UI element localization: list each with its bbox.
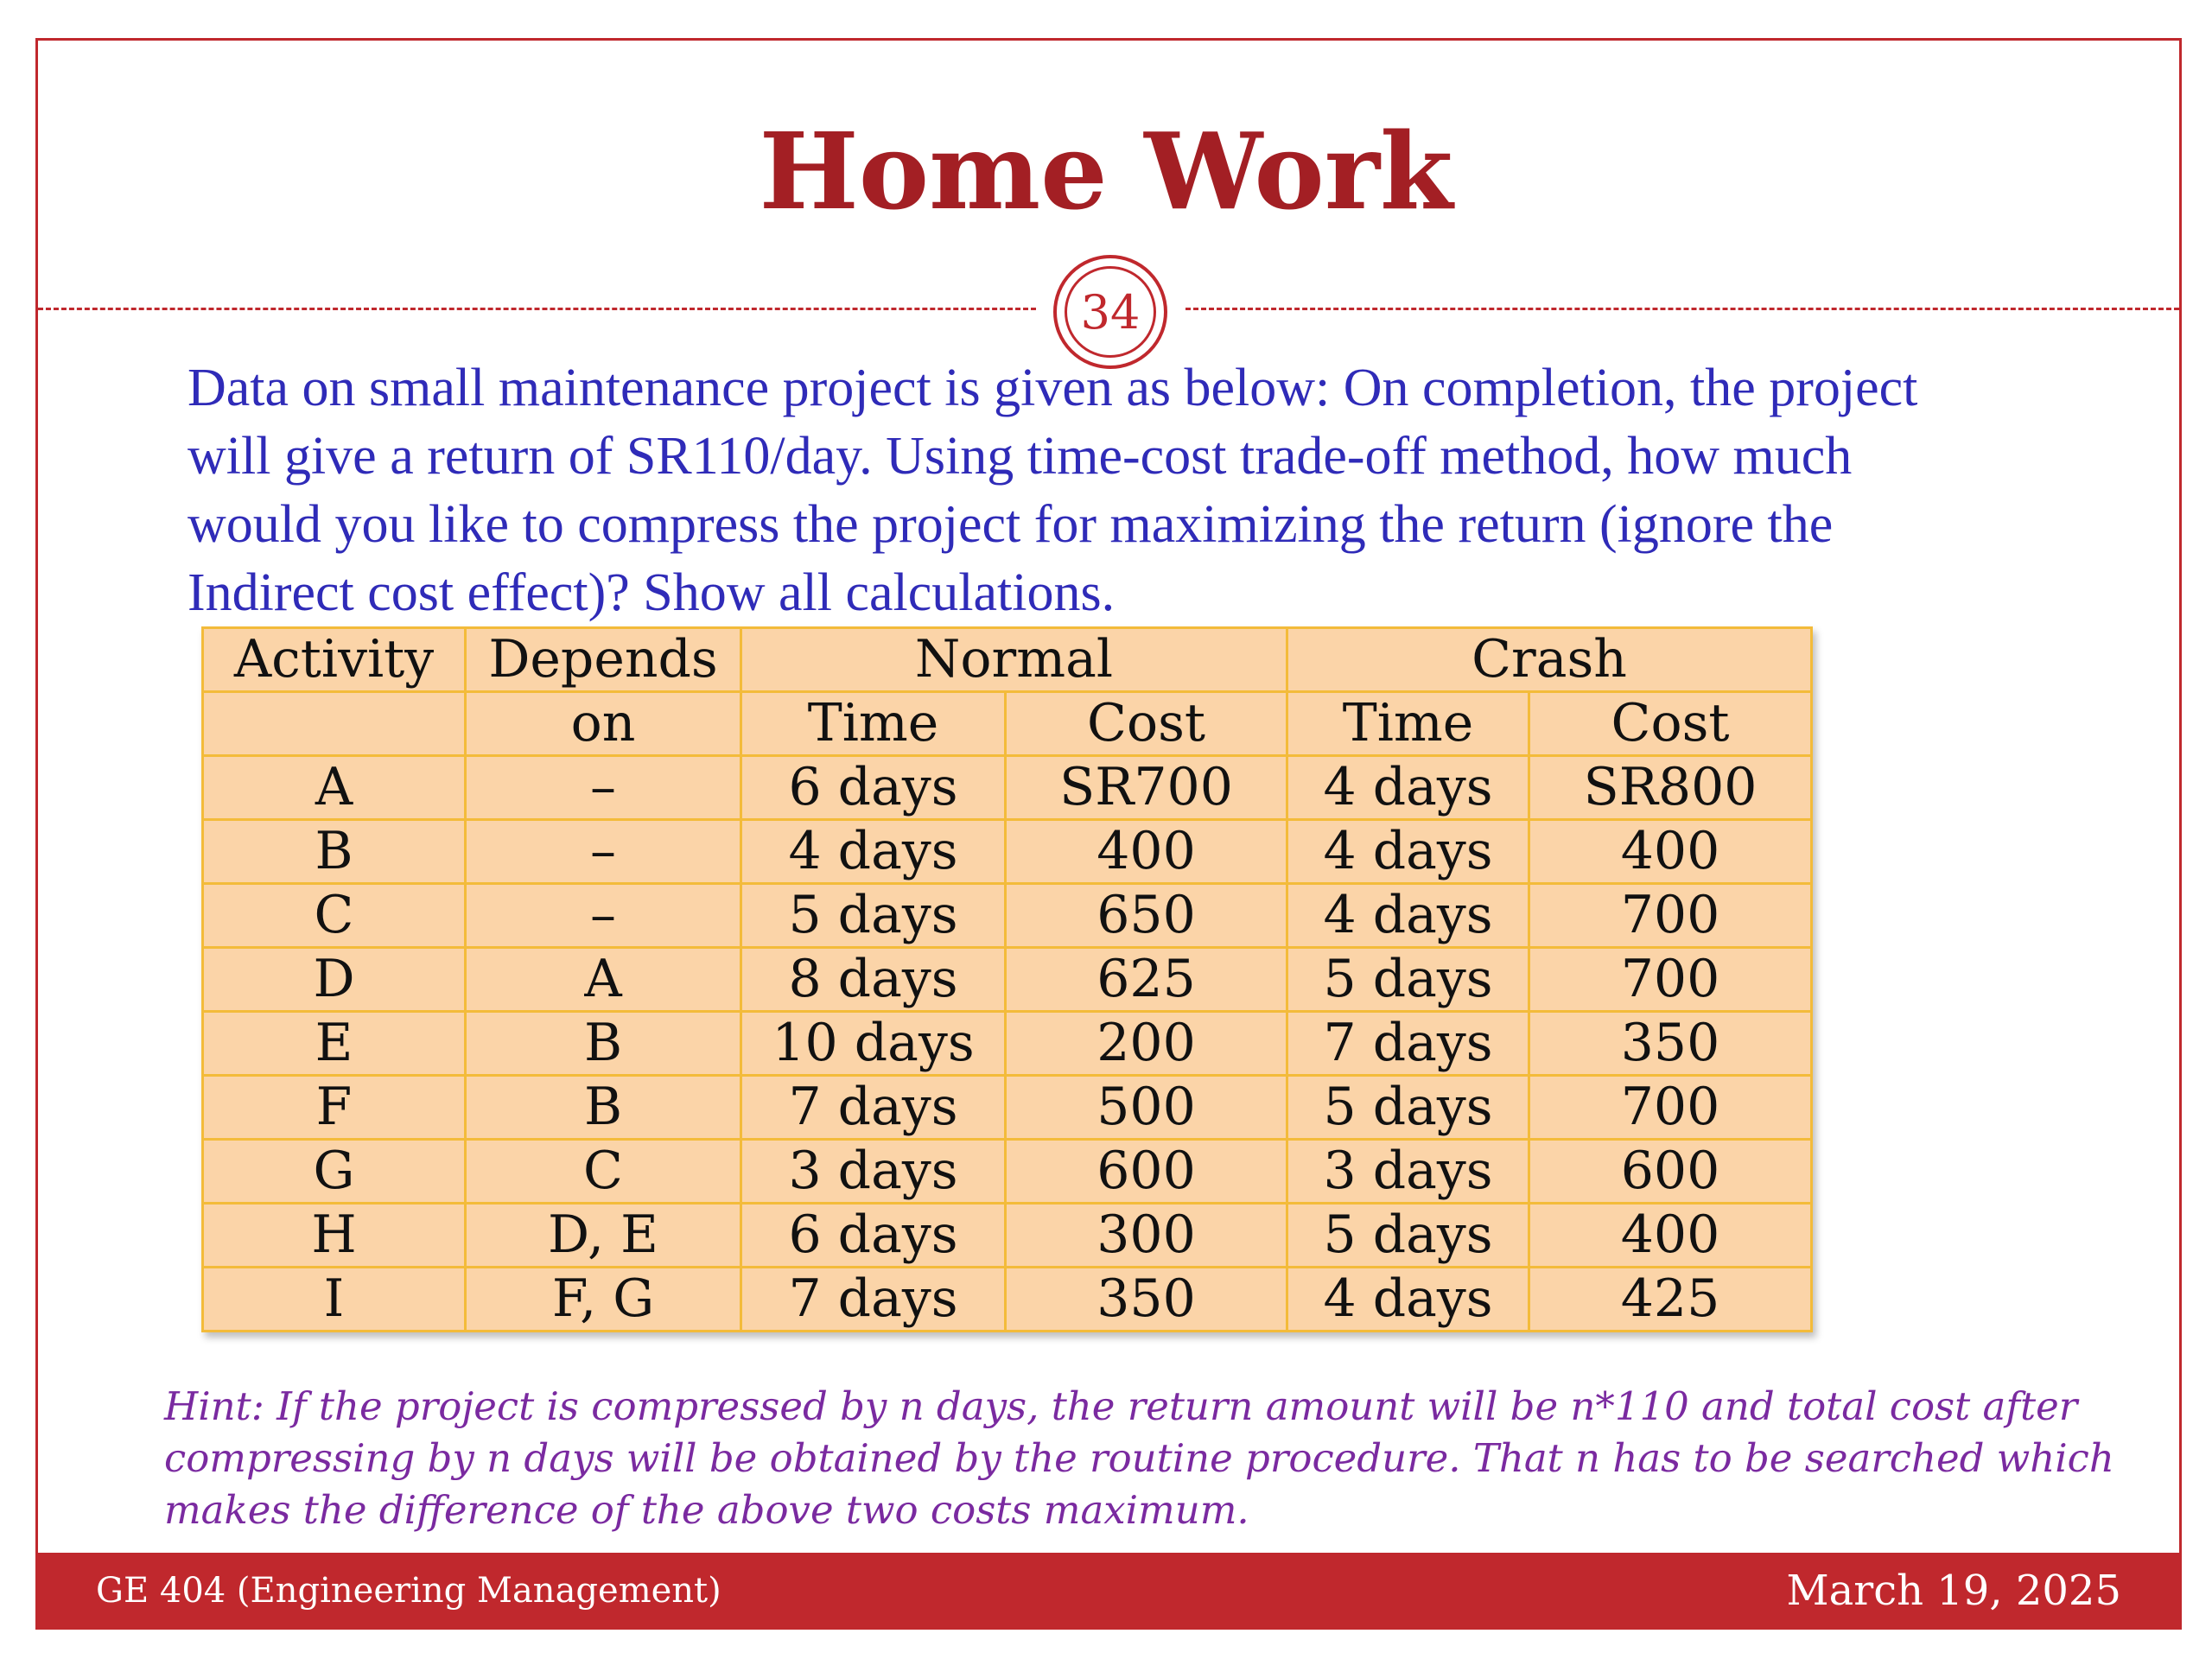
cell-normal-time: 5 days xyxy=(741,884,1006,948)
cell-crash-time: 3 days xyxy=(1287,1140,1529,1204)
cell-crash-cost: SR800 xyxy=(1529,756,1812,820)
cell-activity: H xyxy=(203,1204,466,1268)
header-depends: Depends xyxy=(466,628,741,692)
table-row xyxy=(203,1076,1812,1140)
cell-depends-on: D, E xyxy=(466,1204,741,1268)
table-row xyxy=(203,884,1812,948)
cell-normal-time: 7 days xyxy=(741,1268,1006,1332)
problem-line: Indirect cost effect)? Show all calculations. xyxy=(188,563,1116,622)
table-row xyxy=(203,948,1812,1012)
problem-line: will give a return of SR110/day. Using time-cost trade-off method, how much xyxy=(188,427,1853,486)
cell-crash-time: 5 days xyxy=(1287,1076,1529,1140)
cell-normal-time: 6 days xyxy=(741,1204,1006,1268)
cell-crash-cost: 350 xyxy=(1529,1012,1812,1076)
cell-normal-time: 8 days xyxy=(741,948,1006,1012)
cell-activity: C xyxy=(203,884,466,948)
cell-depends-on: – xyxy=(466,820,741,884)
table-row xyxy=(203,1268,1812,1332)
cell-normal-time: 10 days xyxy=(741,1012,1006,1076)
cell-normal-cost: 300 xyxy=(1006,1204,1287,1268)
hint-line: compressing by n days will be obtained by the routine procedure. That n has to be searched which xyxy=(164,1435,2114,1481)
cell-depends-on: – xyxy=(466,884,741,948)
cell-normal-time: 4 days xyxy=(741,820,1006,884)
footer-date: March 19, 2025 xyxy=(1786,1567,2121,1615)
cell-activity: E xyxy=(203,1012,466,1076)
cell-normal-cost: 600 xyxy=(1006,1140,1287,1204)
cell-crash-cost: 400 xyxy=(1529,820,1812,884)
subheader-crash-cost: Cost xyxy=(1529,692,1812,756)
cell-crash-time: 4 days xyxy=(1287,820,1529,884)
cell-activity: A xyxy=(203,756,466,820)
subheader-normal-time: Time xyxy=(741,692,1006,756)
cell-normal-cost: 350 xyxy=(1006,1268,1287,1332)
cell-normal-time: 6 days xyxy=(741,756,1006,820)
table-header-row xyxy=(203,628,1812,692)
cell-crash-time: 4 days xyxy=(1287,1268,1529,1332)
cell-activity: B xyxy=(203,820,466,884)
cell-depends-on: A xyxy=(466,948,741,1012)
cell-depends-on: C xyxy=(466,1140,741,1204)
header-normal: Normal xyxy=(741,628,1287,692)
header-crash: Crash xyxy=(1287,628,1812,692)
cell-crash-cost: 425 xyxy=(1529,1268,1812,1332)
cell-crash-cost: 700 xyxy=(1529,884,1812,948)
table-row xyxy=(203,756,1812,820)
cell-crash-time: 4 days xyxy=(1287,756,1529,820)
slide-title: Home Work xyxy=(759,109,1453,233)
cell-activity: F xyxy=(203,1076,466,1140)
cell-depends-on: B xyxy=(466,1076,741,1140)
cell-crash-cost: 700 xyxy=(1529,1076,1812,1140)
cell-normal-cost: 500 xyxy=(1006,1076,1287,1140)
cell-crash-cost: 700 xyxy=(1529,948,1812,1012)
cell-normal-time: 3 days xyxy=(741,1140,1006,1204)
problem-line: Data on small maintenance project is given as below: On completion, the project xyxy=(188,359,1918,417)
table-row xyxy=(203,1012,1812,1076)
subheader-blank xyxy=(203,692,466,756)
footer-course: GE 404 (Engineering Management) xyxy=(96,1571,721,1611)
slide-number-badge xyxy=(1053,255,1167,369)
divider-right xyxy=(1185,308,2179,310)
table-row xyxy=(203,1140,1812,1204)
cell-crash-time: 5 days xyxy=(1287,1204,1529,1268)
table-subheader-row xyxy=(203,692,1812,756)
table-row xyxy=(203,1204,1812,1268)
cell-activity: I xyxy=(203,1268,466,1332)
cell-normal-cost: 625 xyxy=(1006,948,1287,1012)
cell-normal-cost: 400 xyxy=(1006,820,1287,884)
divider-left xyxy=(38,308,1036,310)
cell-normal-cost: 200 xyxy=(1006,1012,1287,1076)
problem-statement xyxy=(188,354,2088,627)
cell-depends-on: – xyxy=(466,756,741,820)
cell-normal-cost: 650 xyxy=(1006,884,1287,948)
cell-crash-time: 4 days xyxy=(1287,884,1529,948)
problem-line: would you like to compress the project for maximizing the return (ignore the xyxy=(188,495,1834,554)
cell-crash-time: 7 days xyxy=(1287,1012,1529,1076)
hint-line: makes the difference of the above two costs maximum. xyxy=(164,1487,1249,1533)
header-activity: Activity xyxy=(203,628,466,692)
hint-text xyxy=(164,1381,2152,1536)
hint-line: Hint: If the project is compressed by n days, the return amount will be n*110 and total cost after xyxy=(164,1383,2078,1429)
subheader-normal-cost: Cost xyxy=(1006,692,1287,756)
cell-crash-cost: 400 xyxy=(1529,1204,1812,1268)
cell-normal-cost: SR700 xyxy=(1006,756,1287,820)
subheader-crash-time: Time xyxy=(1287,692,1529,756)
cell-crash-time: 5 days xyxy=(1287,948,1529,1012)
subheader-depends-on: on xyxy=(466,692,741,756)
cell-crash-cost: 600 xyxy=(1529,1140,1812,1204)
slide-number: 34 xyxy=(1065,266,1156,358)
activity-table xyxy=(201,626,1813,1332)
table-row xyxy=(203,820,1812,884)
cell-normal-time: 7 days xyxy=(741,1076,1006,1140)
footer-bar xyxy=(35,1553,2182,1630)
cell-activity: G xyxy=(203,1140,466,1204)
cell-depends-on: B xyxy=(466,1012,741,1076)
cell-depends-on: F, G xyxy=(466,1268,741,1332)
cell-activity: D xyxy=(203,948,466,1012)
